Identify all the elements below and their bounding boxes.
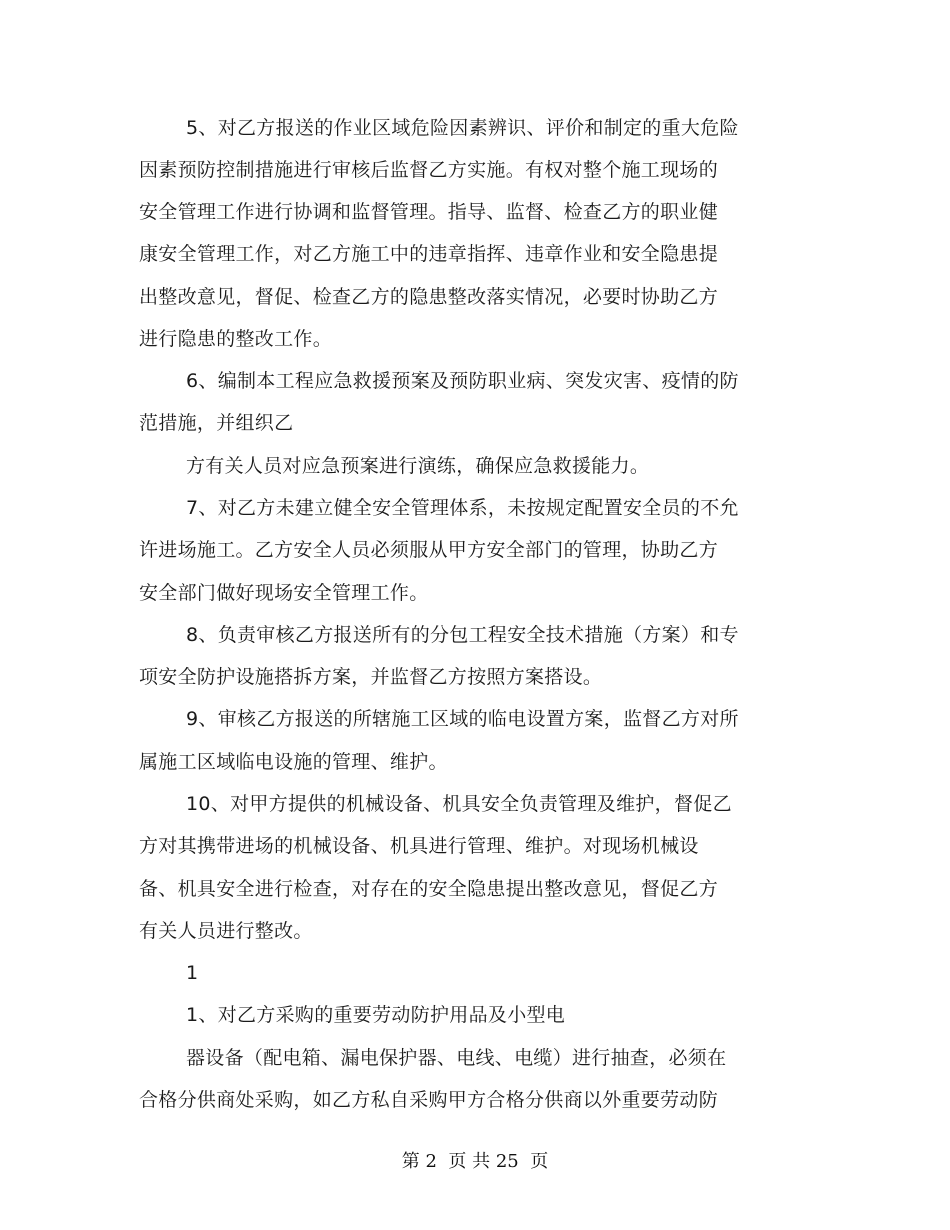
paragraph-line: 8、负责审核乙方报送所有的分包工程安全技术措施（方案）和专	[186, 624, 739, 646]
paragraph-line: 安全管理工作进行协调和监督管理。指导、监督、检查乙方的职业健	[139, 201, 719, 223]
paragraph-line: 许进场施工。乙方安全人员必须服从甲方安全部门的管理，协助乙方	[139, 539, 719, 561]
paragraph-line: 属施工区域临电设施的管理、维护。	[139, 751, 448, 773]
paragraph-line: 1、对乙方采购的重要劳动防护用品及小型电	[186, 1004, 566, 1026]
paragraph-line: 项安全防护设施搭拆方案，并监督乙方按照方案搭设。	[139, 666, 603, 688]
paragraph-line: 10、对甲方提供的机械设备、机具安全负责管理及维护，督促乙	[186, 793, 732, 815]
paragraph-line: 出整改意见，督促、检查乙方的隐患整改落实情况，必要时协助乙方	[139, 286, 719, 308]
paragraph-line: 7、对乙方未建立健全安全管理体系，未按规定配置安全员的不允	[186, 497, 739, 519]
paragraph-line: 方有关人员对应急预案进行演练，确保应急救援能力。	[186, 455, 650, 477]
paragraph-line: 进行隐患的整改工作。	[139, 328, 333, 350]
paragraph-line: 因素预防控制措施进行审核后监督乙方实施。有权对整个施工现场的	[139, 159, 719, 181]
paragraph-line: 6、编制本工程应急救援预案及预防职业病、突发灾害、疫情的防	[186, 370, 739, 392]
paragraph-line: 有关人员进行整改。	[139, 920, 313, 942]
paragraph-line: 9、审核乙方报送的所辖施工区域的临电设置方案，监督乙方对所	[186, 708, 739, 730]
paragraph-line: 康安全管理工作，对乙方施工中的违章指挥、违章作业和安全隐患提	[139, 243, 719, 265]
paragraph-line: 方对其携带进场的机械设备、机具进行管理、维护。对现场机械设	[139, 835, 699, 857]
paragraph-line: 5、对乙方报送的作业区域危险因素辨识、评价和制定的重大危险	[186, 117, 739, 139]
paragraph-line: 备、机具安全进行检查，对存在的安全隐患提出整改意见，督促乙方	[139, 878, 719, 900]
paragraph-line: 器设备（配电箱、漏电保护器、电线、电缆）进行抽查，必须在	[186, 1047, 727, 1069]
paragraph-line: 范措施，并组织乙	[139, 412, 294, 434]
paragraph-line: 合格分供商处采购，如乙方私自采购甲方合格分供商以外重要劳动防	[139, 1089, 719, 1111]
paragraph-line: 安全部门做好现场安全管理工作。	[139, 582, 429, 604]
paragraph-line: 1	[186, 962, 199, 984]
page-number-footer: 第 2 页 共 25 页	[401, 1151, 549, 1172]
